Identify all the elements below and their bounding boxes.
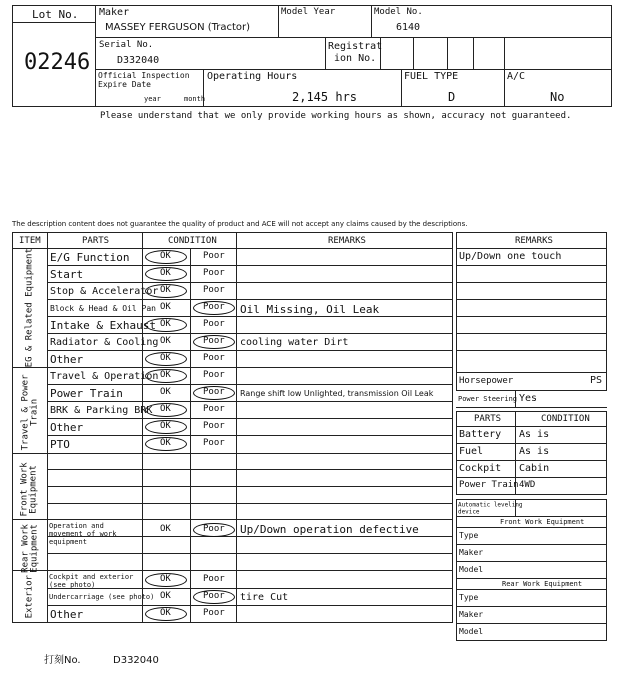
condition-circle-mark (145, 284, 187, 298)
hours-note: Please understand that we only provide working hours as shown, accuracy not guaranteed. (100, 111, 572, 121)
condition-circle-mark (193, 523, 235, 537)
condition-ok-label: OK (160, 438, 171, 448)
condition-ok-label: OK (160, 251, 171, 261)
condition-circle-mark (145, 250, 187, 264)
condition-ok-label: OK (160, 268, 171, 278)
power-steering-value: Yes (519, 393, 538, 404)
front-maker-label: Maker (459, 548, 484, 557)
part-eg-function: E/G Function (50, 251, 130, 264)
condition-circle-mark (145, 403, 187, 417)
condition-label: CONDITION (541, 414, 590, 424)
condition-ok-label: OK (160, 421, 171, 431)
condition-circle-mark (145, 352, 187, 366)
condition-circle-mark (145, 267, 187, 281)
remark-tire-cut: tire Cut (240, 592, 289, 603)
condition-poor-label: Poor (203, 524, 225, 534)
condition-circle-mark (145, 607, 187, 621)
front-model-label: Model (459, 565, 484, 574)
condition-header: CONDITION (168, 236, 217, 246)
condition-poor-label: Poor (203, 370, 225, 380)
item-header: ITEM (19, 236, 41, 246)
condition-poor-label: Poor (203, 387, 225, 397)
remarks-header: REMARKS (328, 236, 366, 246)
condition-poor-label: Poor (203, 336, 225, 346)
part-travel-operation: Travel & Operation (50, 371, 159, 382)
lot-number: 02246 (24, 50, 91, 75)
condition-ok-label: OK (160, 353, 171, 363)
part-block-head-oil-pan: Block & Head & Oil Pan (50, 304, 156, 313)
stamp-value: D332040 (113, 655, 159, 666)
condition-ok-label: OK (160, 285, 171, 295)
model-no-label: Model No. (374, 7, 423, 17)
remark-up-down: Up/Down operation defective (240, 523, 419, 536)
condition-poor-label: Poor (203, 608, 225, 618)
group-label-rear-work: Rear Work Equipment (20, 524, 40, 573)
condition-circle-mark (193, 386, 235, 400)
ac-value: No (550, 90, 565, 104)
rear-maker-label: Maker (459, 610, 484, 619)
fuel-type-value: D (448, 90, 456, 104)
part-cockpit-exterior: Cockpit and exterior (see photo) (49, 573, 134, 590)
model-year-label: Model Year (281, 7, 336, 17)
condition-circle-mark (145, 369, 187, 383)
condition-ok-label: OK (160, 336, 171, 346)
remark-oil-leak: Oil Missing, Oil Leak (240, 303, 380, 316)
disclaimer: The description content does not guarantee the quality of product and ACE will not accept any claims caused by the descriptions. (12, 220, 468, 228)
condition-poor-label: Poor (203, 574, 225, 584)
part-work-equipment-operation: Operation and movement of work equipment (49, 522, 117, 547)
remark-cooling-water: cooling water Dirt (240, 337, 349, 348)
fuel-value: As is (519, 446, 550, 457)
condition-poor-label: Poor (203, 319, 225, 329)
auto-level-label-1: Automatic leveling (458, 501, 523, 508)
part-stop-accelerator: Stop & Accelerator (50, 286, 159, 297)
auto-level-label-2: device (458, 508, 480, 515)
condition-circle-mark (193, 590, 235, 604)
group-label-front-work: Front Work Equipment (19, 462, 39, 517)
inspection-label-1: Official Inspection (98, 71, 190, 80)
cockpit-value: Cabin (519, 463, 550, 474)
condition-ok-label: OK (160, 302, 171, 312)
serial-label: Serial No. (99, 40, 154, 50)
month-label: month (184, 95, 206, 103)
rear-model-label: Model (459, 627, 484, 636)
rear-work-title: Rear Work Equipment (502, 580, 583, 588)
group-label-eg: EG & Related Equipment (24, 248, 35, 368)
condition-poor-label: Poor (203, 302, 225, 312)
serial-value: D332040 (117, 55, 160, 66)
condition-poor-label: Poor (203, 421, 225, 431)
horsepower-label: Horsepower (459, 376, 514, 386)
maker-value: MASSEY FERGUSON (Tractor) (105, 22, 251, 33)
condition-poor-label: Poor (203, 438, 225, 448)
lot-label: Lot No. (32, 8, 79, 21)
year-label: year (144, 95, 161, 103)
inspection-label-2: Expire Date (98, 80, 151, 89)
condition-poor-label: Poor (203, 353, 225, 363)
part-other-travel: Other (50, 421, 84, 434)
condition-circle-mark (193, 301, 235, 315)
operating-hours-label: Operating Hours (207, 71, 298, 82)
condition-ok-label: OK (160, 370, 171, 380)
fuel-type-label: FUEL TYPE (404, 71, 459, 82)
horsepower-unit: PS (590, 375, 603, 386)
front-work-title: Front Work Equipment (500, 518, 585, 526)
remark-power-train: Range shift low Unlighted, transmission Oil Leak (240, 389, 434, 398)
rear-type-label: Type (459, 593, 479, 602)
cockpit-label: Cockpit (459, 463, 502, 474)
part-brk-parking: BRK & Parking BRK (50, 405, 153, 416)
operating-hours-value: 2,145 hrs (292, 90, 358, 104)
group-label-travel: Travel & Power Train (20, 374, 40, 451)
battery-value: As is (519, 429, 550, 440)
stamp-label: 打刻No. (44, 655, 81, 666)
condition-circle-mark (145, 420, 187, 434)
model-no-value: 6140 (396, 22, 421, 33)
parts-label: PARTS (474, 414, 502, 424)
ac-label: A/C (507, 71, 526, 82)
condition-ok-label: OK (160, 387, 171, 397)
front-type-label: Type (459, 531, 479, 540)
part-other-eg: Other (50, 353, 84, 366)
registration-label-2: ion No. (334, 53, 377, 64)
part-intake-exhaust: Intake & Exhaust (50, 319, 156, 332)
condition-ok-label: OK (160, 591, 171, 601)
power-train-value: 4WD (519, 480, 536, 490)
condition-poor-label: Poor (203, 285, 225, 295)
right-remarks-text: Up/Down one touch (459, 251, 562, 262)
condition-ok-label: OK (160, 574, 171, 584)
condition-circle-mark (145, 318, 187, 332)
condition-ok-label: OK (160, 404, 171, 414)
registration-label-1: Registrat (328, 41, 383, 52)
condition-poor-label: Poor (203, 404, 225, 414)
part-other-exterior: Other (50, 608, 84, 621)
part-undercarriage: Undercarriage (see photo) (49, 593, 155, 601)
condition-ok-label: OK (160, 608, 171, 618)
parts-header: PARTS (82, 236, 110, 246)
power-train-label: Power Train (459, 480, 519, 490)
battery-label: Battery (459, 429, 502, 440)
part-power-train: Power Train (50, 387, 123, 400)
power-steering-label: Power Steering (458, 395, 518, 403)
condition-circle-mark (145, 573, 187, 587)
maker-label: Maker (99, 7, 130, 18)
condition-circle-mark (193, 335, 235, 349)
group-label-exterior: Exterior (24, 575, 35, 619)
part-pto: PTO (50, 438, 70, 451)
part-start: Start (50, 268, 84, 281)
condition-poor-label: Poor (203, 591, 225, 601)
fuel-label: Fuel (459, 446, 484, 457)
condition-ok-label: OK (160, 319, 171, 329)
condition-ok-label: OK (160, 524, 171, 534)
condition-poor-label: Poor (203, 268, 225, 278)
condition-poor-label: Poor (203, 251, 225, 261)
right-remarks-header: REMARKS (515, 236, 553, 246)
part-radiator-cooling: Radiator & Cooling (50, 337, 159, 348)
condition-circle-mark (145, 437, 187, 451)
